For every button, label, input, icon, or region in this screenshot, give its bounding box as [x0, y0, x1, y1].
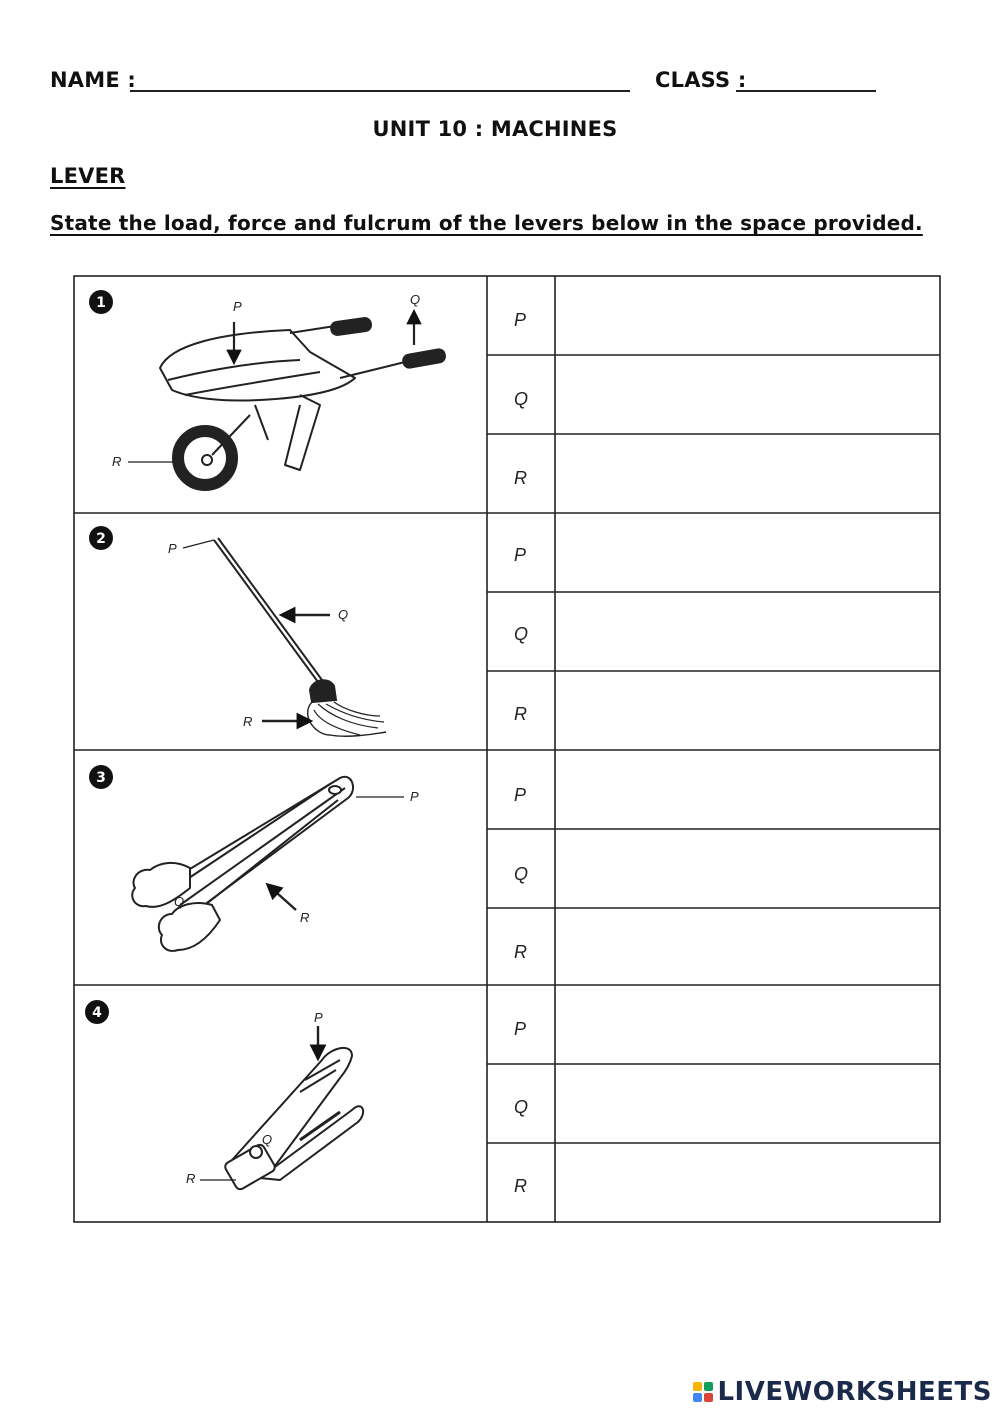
number-3: 3 [96, 770, 106, 786]
answer-field-4-r[interactable] [557, 1145, 938, 1220]
row-3-label-r: R [514, 942, 527, 962]
wheelbarrow-label-p: P [233, 299, 242, 314]
answer-field-2-p[interactable] [557, 515, 938, 590]
tongs-label-q: Q [174, 894, 185, 909]
answer-field-4-q[interactable] [557, 1066, 938, 1141]
answer-field-3-r[interactable] [557, 910, 938, 983]
number-1: 1 [96, 295, 106, 311]
clipper-label-q: Q [262, 1132, 273, 1147]
answer-field-2-r[interactable] [557, 673, 938, 748]
row-1-label-q: Q [514, 389, 529, 409]
row-2-label-q: Q [514, 624, 529, 644]
brand-square-1 [693, 1382, 702, 1391]
answer-field-4-p[interactable] [557, 987, 938, 1062]
mop-label-q: Q [338, 607, 349, 622]
brand-square-3 [693, 1393, 702, 1402]
answer-field-1-q[interactable] [557, 357, 938, 432]
answer-field-2-q[interactable] [557, 594, 938, 669]
brand-square-2 [704, 1382, 713, 1391]
row-4-label-r: R [514, 1176, 527, 1196]
clipper-label-p: P [314, 1010, 323, 1025]
name-label: NAME : [50, 68, 136, 92]
row-1-label-r: R [514, 468, 527, 488]
tongs-label-r: R [300, 910, 310, 925]
row-2-label-r: R [514, 704, 527, 724]
section-title: LEVER [50, 164, 126, 188]
liveworksheets-logo[interactable] [693, 1377, 992, 1407]
instruction-text: State the load, force and fulcrum of the levers below in the space provided. [50, 211, 923, 235]
row-4-label-q: Q [514, 1097, 529, 1117]
nail-clipper-icon [200, 1026, 363, 1191]
class-label: CLASS : [655, 68, 747, 92]
brand-square-4 [704, 1393, 713, 1402]
clipper-label-r: R [186, 1171, 196, 1186]
row-2-label-p: P [514, 545, 527, 565]
answer-field-1-r[interactable] [557, 436, 938, 511]
brand-text: LIVEWORKSHEETS [717, 1377, 992, 1407]
number-4: 4 [92, 1005, 102, 1021]
row-3-label-p: P [514, 785, 527, 805]
mop-label-p: P [168, 541, 177, 556]
mop-icon [183, 538, 386, 736]
wheelbarrow-label-q: Q [410, 292, 421, 307]
wheelbarrow-label-r: R [112, 454, 122, 469]
row-3-label-q: Q [514, 864, 529, 884]
wheelbarrow-icon [128, 312, 446, 490]
unit-title: UNIT 10 : MACHINES [372, 117, 618, 141]
answer-field-3-p[interactable] [557, 752, 938, 827]
tongs-label-p: P [410, 789, 419, 804]
number-2: 2 [96, 531, 106, 547]
answer-field-3-q[interactable] [557, 831, 938, 906]
row-4-label-p: P [514, 1019, 527, 1039]
mop-label-r: R [243, 714, 253, 729]
tongs-icon [132, 777, 404, 951]
liveworksheets-icon [693, 1382, 713, 1402]
answer-field-1-p[interactable] [557, 278, 938, 353]
row-1-label-p: P [514, 310, 527, 330]
